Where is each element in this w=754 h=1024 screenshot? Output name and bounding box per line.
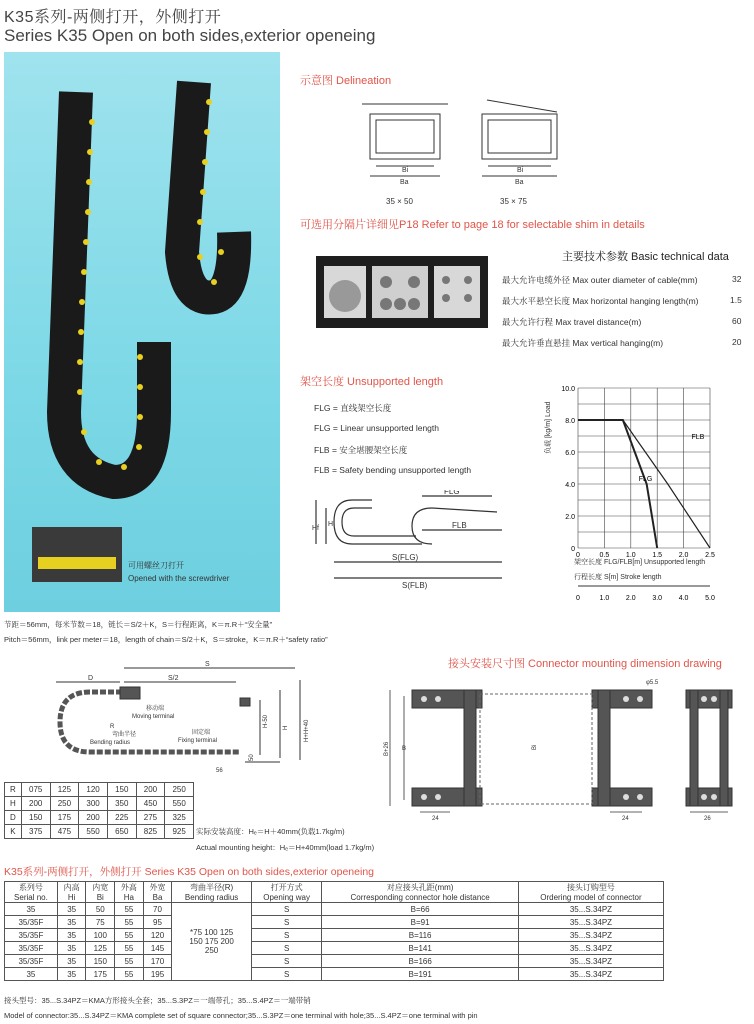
dimension-cell: 300: [79, 797, 108, 811]
tech-row-1-value: 32: [732, 274, 742, 284]
table-cell: 55: [115, 942, 144, 955]
shim-title: 可选用分隔片详细见P18 Refer to page 18 for selectable shim in details: [300, 219, 645, 231]
table-row: [5, 903, 664, 916]
dimension-cell: 475: [50, 825, 79, 839]
table-row: [5, 916, 664, 929]
bending-radius-cell: [172, 903, 252, 981]
photo-caption-cn: 可用螺丝刀打开: [128, 561, 184, 570]
table-cell: 50: [86, 903, 115, 916]
dimension-cell: 150: [107, 783, 136, 797]
dimension-cell: 250: [165, 783, 194, 797]
sd-s: S: [205, 661, 210, 668]
load-chart: [540, 378, 754, 608]
sd-h: H: [283, 725, 289, 730]
table-cell: 35: [5, 968, 58, 981]
sd-moving-cn: 移动端: [146, 706, 165, 712]
table-cell: S: [251, 929, 321, 942]
tech-row-3-value: 60: [732, 316, 742, 326]
unsupported-line-2: FLG = Linear unsupported length: [314, 423, 439, 433]
table-cell: 35/35F: [5, 916, 58, 929]
dimension-cell: 925: [165, 825, 194, 839]
table-cell: 35: [57, 903, 86, 916]
dimension-cell: 120: [79, 783, 108, 797]
dimension-cell: 375: [21, 825, 50, 839]
chart-xtick: 1.5: [652, 552, 663, 559]
dimension-cell: 275: [136, 811, 165, 825]
bending-radius-line: 250: [204, 946, 219, 955]
unsupported-line-1: FLG = 直线架空长度: [314, 403, 392, 413]
chart-ytick: 10.0: [561, 386, 575, 393]
table-cell: 35...S.34PZ: [518, 942, 663, 955]
sd-fixed-en: Fixing terminal: [178, 738, 218, 744]
series-table: [4, 881, 664, 981]
dimension-row-header: D: [5, 811, 22, 825]
column-header-cn: 系列号: [18, 883, 43, 892]
ud-sflb: S(FLB): [402, 581, 428, 590]
title-cn: K35系列-两侧打开，外侧打开: [4, 9, 222, 26]
table-cell: 55: [115, 968, 144, 981]
chart-ytick: 4.0: [565, 482, 575, 489]
column-header-cn: 外宽: [149, 883, 166, 892]
table-cell: 35: [57, 942, 86, 955]
chart-ylabel: 负载 [kg/m] Load: [545, 401, 552, 454]
table-cell: B=141: [322, 942, 519, 955]
table-cell: 55: [115, 929, 144, 942]
table-cell: 125: [86, 942, 115, 955]
table-cell: 35...S.34PZ: [518, 929, 663, 942]
dimension-cell: 175: [50, 811, 79, 825]
ud-flb: FLB: [452, 521, 467, 530]
table-cell: 35...S.34PZ: [518, 955, 663, 968]
unsupported-diagram: [312, 490, 517, 590]
table-cell: S: [251, 916, 321, 929]
sd-fixed-cn: 固定端: [192, 730, 211, 736]
tech-row-3-label: 最大允许行程 Max travel distance(m): [502, 317, 642, 327]
install-cn: 实际安装高度：Hₑ＝H＋40mm(负载1.7kg/m): [196, 827, 345, 836]
install-en: Actual mounting height：Hₑ＝H+40mm(load 1.7kg/m): [196, 843, 375, 852]
chart-ytick: 8.0: [565, 418, 575, 425]
sd-h50: H-50: [263, 714, 269, 728]
table-cell: 35...S.34PZ: [518, 916, 663, 929]
column-header-cn: 内高: [63, 883, 80, 892]
column-header: [143, 882, 172, 903]
table-cell: 55: [115, 903, 144, 916]
chart-x2tick: 1.0: [599, 595, 610, 602]
product-photo: [4, 52, 280, 612]
column-header-cn: 弯曲半径(R): [190, 883, 234, 892]
table-cell: 55: [115, 916, 144, 929]
table-cell: 55: [115, 955, 144, 968]
dimension-table: [4, 782, 194, 839]
table-cell: 35: [57, 929, 86, 942]
column-header-en: Ba: [152, 893, 163, 902]
ud-flg: FLG: [444, 490, 460, 496]
dimension-cell: 325: [165, 811, 194, 825]
table-cell: B=166: [322, 955, 519, 968]
chart-series-label: FLG: [638, 475, 653, 483]
table-cell: 100: [86, 929, 115, 942]
table-cell: 120: [143, 929, 172, 942]
column-header: [57, 882, 86, 903]
chart-xtick: 1.0: [625, 552, 636, 559]
table-cell: 35/35F: [5, 955, 58, 968]
column-header-en: Corresponding connector hole distance: [350, 893, 490, 902]
dimension-cell: 825: [136, 825, 165, 839]
column-header-en: Hi: [67, 893, 76, 902]
chart-xtick: 2.0: [678, 552, 689, 559]
sd-radius-en: Bending radius: [90, 740, 131, 746]
pitch-en: Pitch＝56mm，link per meter＝18，length of chain＝S/2＋K，S＝stroke，K＝π.R＋“safety ratio”: [4, 635, 328, 644]
table-cell: 35/35F: [5, 929, 58, 942]
table-cell: 150: [86, 955, 115, 968]
chart-xtick: 0.5: [599, 552, 610, 559]
dimension-row-header: H: [5, 797, 22, 811]
table-cell: 35...S.34PZ: [518, 968, 663, 981]
del-bi-right: Bi: [517, 167, 524, 174]
del-right-label: 35 × 75: [500, 197, 527, 206]
tech-title: 主要技术参数 Basic technical data: [562, 251, 729, 263]
dimension-cell: 150: [21, 811, 50, 825]
tech-row-2-value: 1.5: [730, 295, 742, 305]
del-left-label: 35 × 50: [386, 197, 413, 206]
sd-r: R: [110, 724, 115, 730]
connector-title: 接头安装尺寸图 Connector mounting dimension drawing: [448, 658, 722, 670]
del-ba-right: Ba: [515, 179, 524, 186]
table-cell: B=116: [322, 929, 519, 942]
table-cell: B=66: [322, 903, 519, 916]
screwdriver-inset: [32, 527, 122, 582]
tech-row-4-label: 最大允许垂直悬挂 Max vertical hanging(m): [502, 338, 664, 348]
column-header: [251, 882, 321, 903]
dimension-cell: 550: [79, 825, 108, 839]
column-header-en: Bi: [96, 893, 104, 902]
sd-d50: 50: [249, 754, 255, 761]
dimension-cell: 200: [21, 797, 50, 811]
chart-x2tick: 2.0: [625, 595, 636, 602]
sd-d56: 56: [216, 768, 223, 774]
column-header-cn: 内宽: [92, 883, 109, 892]
dimension-cell: 550: [165, 797, 194, 811]
dimension-row: [5, 825, 194, 839]
dimension-cell: 250: [50, 797, 79, 811]
column-header-cn: 对应接头孔距(mm): [386, 883, 454, 892]
table-cell: B=91: [322, 916, 519, 929]
ud-hf: Hf: [312, 525, 319, 532]
chart-ytick: 6.0: [565, 450, 575, 457]
delineation-title: 示意图 Delineation: [300, 75, 392, 87]
table-cell: 35: [5, 903, 58, 916]
column-header: [86, 882, 115, 903]
dimension-cell: 125: [50, 783, 79, 797]
chart-xlabel: 架空长度 FLG/FLB[m] Unsupported length: [574, 559, 706, 566]
dimension-row: [5, 797, 194, 811]
column-header: [115, 882, 144, 903]
chart-x2tick: 0: [576, 595, 580, 602]
sd-d: D: [88, 675, 94, 682]
dimension-row: [5, 783, 194, 797]
unsupported-line-3: FLB = 安全堪腰架空长度: [314, 445, 408, 455]
pitch-cn: 节距＝56mm，每米节数＝18，链长＝S/2＋K，S＝行程距离，K＝π.R＋“安全量”: [4, 620, 273, 629]
table-cell: 35/35F: [5, 942, 58, 955]
column-header-en: Serial no.: [14, 893, 48, 902]
table-cell: 170: [143, 955, 172, 968]
chart-xtick: 2.5: [705, 552, 715, 559]
column-header-en: Ordering model of connector: [540, 893, 642, 902]
side-diagram: [50, 660, 330, 780]
table-cell: 195: [143, 968, 172, 981]
tech-row-1-label: 最大允许电缆外径 Max outer diameter of cable(mm): [502, 275, 698, 285]
chart-x2tick: 3.0: [652, 595, 663, 602]
dimension-cell: 650: [107, 825, 136, 839]
ud-sflg: S(FLG): [392, 553, 419, 562]
unsupported-title: 架空长度 Unsupported length: [300, 376, 444, 388]
conn-b26: B+26: [384, 741, 390, 756]
dimension-cell: 200: [136, 783, 165, 797]
chart-ytick: 2.0: [565, 514, 575, 521]
table-row: [5, 955, 664, 968]
table-cell: 35: [57, 955, 86, 968]
dimension-row: [5, 811, 194, 825]
column-header-cn: 外高: [120, 883, 137, 892]
bending-radius-line: *75 100 125: [190, 928, 234, 937]
shim-drawing: [316, 252, 488, 332]
conn-24b: 24: [622, 816, 629, 822]
ud-h: H: [328, 521, 334, 528]
column-header-cn: 接头订购型号: [566, 883, 615, 892]
column-header-cn: 打开方式: [270, 883, 303, 892]
chart-ytick: 0: [571, 546, 575, 553]
title-en: Series K35 Open on both sides,exterior openeing: [4, 26, 376, 45]
conn-26: 26: [704, 816, 711, 822]
table-cell: 35: [57, 916, 86, 929]
conn-phi: φ5.5: [646, 680, 659, 686]
bending-radius-line: 150 175 200: [189, 937, 234, 946]
del-bi-left: Bi: [402, 167, 409, 174]
conn-b: B: [402, 746, 407, 752]
dimension-cell: 075: [21, 783, 50, 797]
column-header-en: Ha: [123, 893, 135, 902]
dimension-cell: 200: [79, 811, 108, 825]
table-cell: 75: [86, 916, 115, 929]
tech-row-2-label: 最大水平悬空长度 Max horizontal hanging length(m): [502, 296, 699, 306]
table-cell: 35: [57, 968, 86, 981]
column-header: [5, 882, 58, 903]
unsupported-line-4: FLB = Safety bending unsupported length: [314, 465, 472, 475]
column-header: [322, 882, 519, 903]
table-cell: 175: [86, 968, 115, 981]
sd-s2: S/2: [168, 675, 179, 682]
table-cell: S: [251, 955, 321, 968]
connector-drawing: [380, 676, 754, 826]
table-row: [5, 929, 664, 942]
photo-caption-en: Opened with the screwdriver: [128, 574, 230, 583]
dimension-cell: 225: [107, 811, 136, 825]
delineation-drawing: [362, 92, 602, 212]
chart-x2label: 行程长度 S[m] Stroke length: [574, 574, 662, 581]
table-cell: B=191: [322, 968, 519, 981]
table-cell: S: [251, 903, 321, 916]
sd-hh40: H+H+40: [304, 719, 310, 742]
del-ba-left: Ba: [400, 179, 409, 186]
tech-row-4-value: 20: [732, 337, 742, 347]
table-row: [5, 942, 664, 955]
dimension-row-header: K: [5, 825, 22, 839]
dimension-cell: 350: [107, 797, 136, 811]
conn-bi: Bi: [532, 744, 538, 750]
column-header: [172, 882, 252, 903]
cable-chain-illustration: [4, 52, 280, 612]
chart-series-label: FLB: [691, 434, 705, 442]
table-cell: 95: [143, 916, 172, 929]
sd-radius-cn: 弯曲半径: [112, 732, 137, 738]
chart-x2tick: 4.0: [678, 595, 689, 602]
column-header-en: Opening way: [263, 893, 310, 902]
table-cell: S: [251, 942, 321, 955]
table-cell: 35...S.34PZ: [518, 903, 663, 916]
footer-cn: 接头型号：35...S.34PZ＝KMA方形接头全套；35...S.3PZ＝一端带孔；35...S.4PZ＝一端带销: [4, 996, 311, 1005]
dimension-cell: 450: [136, 797, 165, 811]
table-cell: 70: [143, 903, 172, 916]
conn-24a: 24: [432, 816, 439, 822]
column-header: [518, 882, 663, 903]
series-table-title: K35系列-两侧打开，外侧打开 Series K35 Open on both sides,exterior openeing: [4, 866, 374, 878]
table-cell: S: [251, 968, 321, 981]
footer-en: Model of connector:35...S.34PZ＝KMA complete set of square connector;35...S.3PZ＝one terminal with hole;35...S.4PZ＝one terminal with pin: [4, 1011, 478, 1020]
table-cell: 145: [143, 942, 172, 955]
column-header-en: Bending radius: [184, 893, 239, 902]
dimension-row-header: R: [5, 783, 22, 797]
inset-chain: [38, 557, 116, 569]
table-row: [5, 968, 664, 981]
chart-xtick: 0: [576, 552, 580, 559]
sd-moving-en: Moving terminal: [132, 714, 175, 720]
chart-x2tick: 5.0: [705, 595, 715, 602]
